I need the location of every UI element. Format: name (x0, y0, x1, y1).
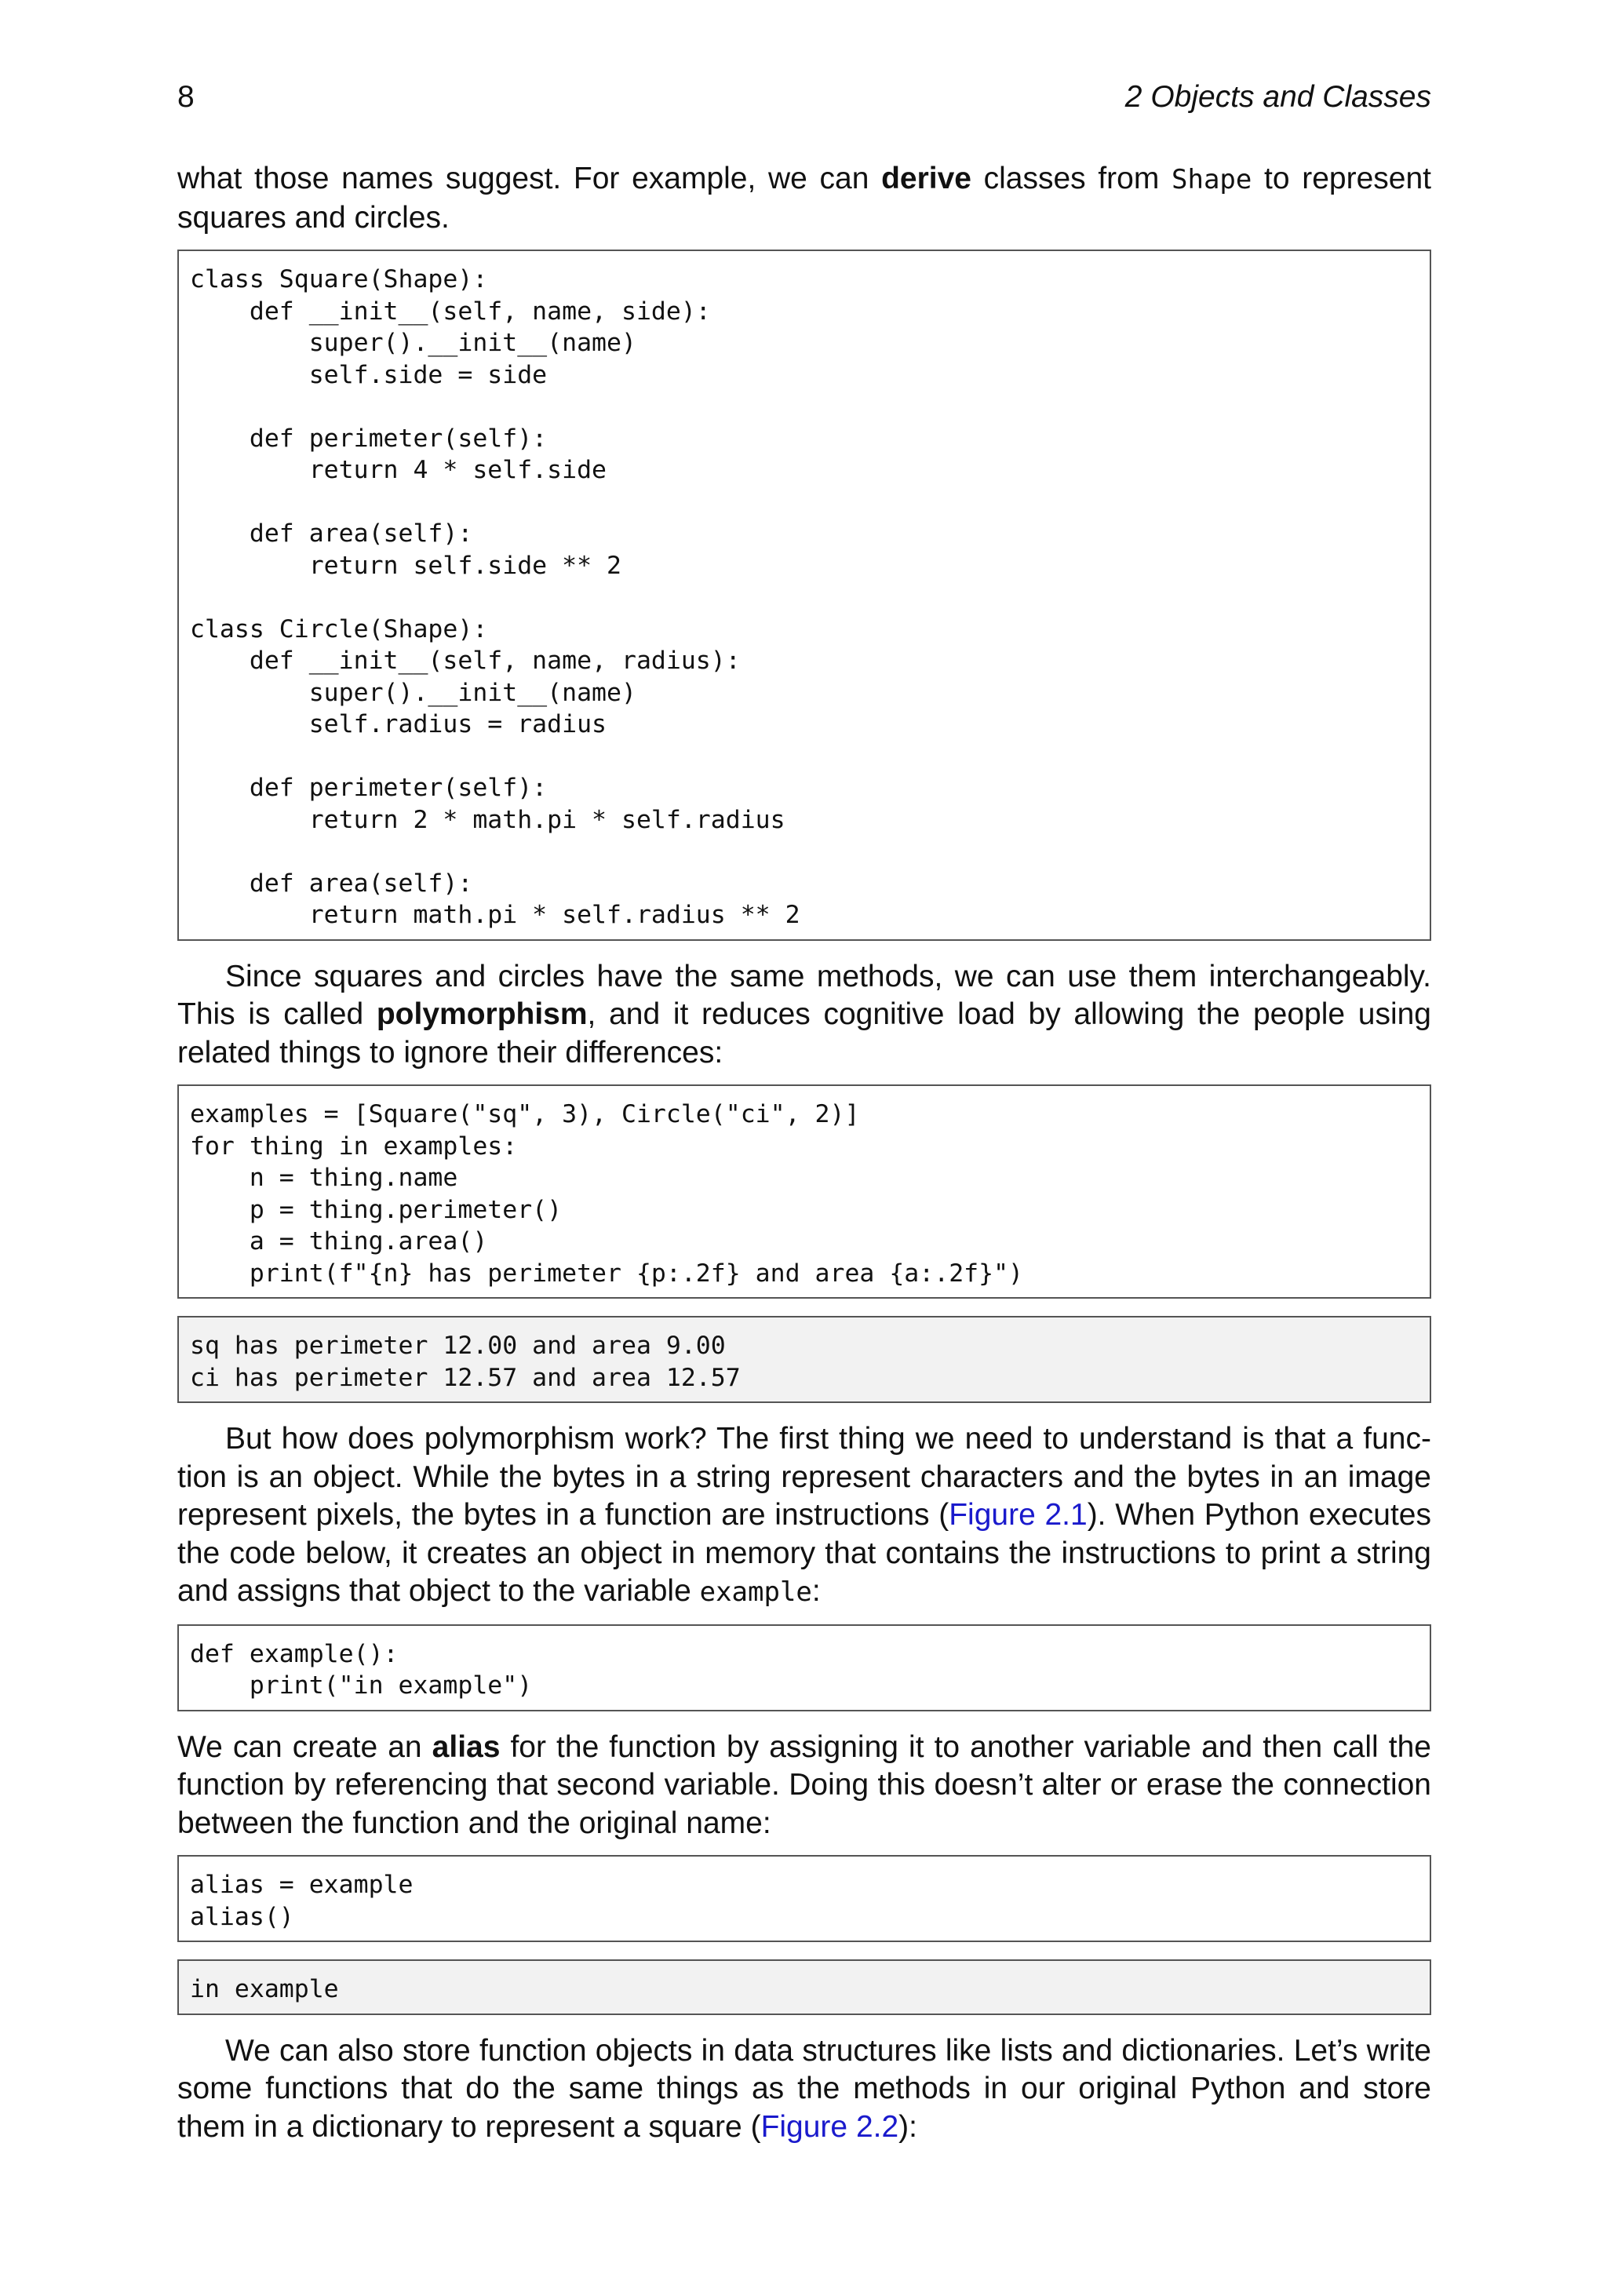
term-derive: derive (881, 162, 971, 195)
book-page (177, 78, 1431, 2146)
paragraph-polymorphism (177, 958, 1431, 1073)
paragraph-text: Since squares and circles have the same methods, we can use them interchangeably. This is called (177, 959, 1431, 1031)
figure-2-2-link[interactable]: Figure 2.2 (760, 2109, 899, 2144)
chapter-title: 2 Objects and Classes (1124, 80, 1431, 114)
paragraph-text: for the function by assigning it to another variable and then call the function by referencing that second variable. Doing this doesn’t alter or erase the connection between the function and the original name: (177, 1729, 1431, 1840)
paragraph-text: classes from (971, 162, 1172, 195)
output-block-perimeter-area: sq has perimeter 12.00 and area 9.00 ci has perimeter 12.57 and area 12.57 (177, 1316, 1431, 1403)
inline-code-example: example (699, 1576, 812, 1608)
figure-2-1-link[interactable]: Figure 2.1 (949, 1498, 1088, 1532)
paragraph-text: what those names suggest. For example, we can (177, 162, 882, 195)
code-block-def-example: def example(): print("in example") (177, 1624, 1431, 1711)
paragraph-text: But how does polymorphism work? The first thing we need to understand is that a function is an object. While the bytes in a string represent characters and the bytes in an image represent pixels, the bytes in a function are instructions ( (177, 1422, 1431, 1532)
paragraph-text: ). When Python executes the code below, it creates an object in memory that contains the instructions to print a string and assigns that object to the variable (177, 1498, 1431, 1608)
code-block-alias: alias = example alias() (177, 1855, 1431, 1942)
paragraph-text: , and it reduces cognitive load by allowing the people using related things to ignore their differences: (177, 997, 1432, 1070)
inline-code-shape: Shape (1172, 164, 1252, 195)
paragraph-derive (177, 160, 1431, 237)
output-block-in-example: in example (177, 1959, 1431, 2015)
code-block-examples-loop: examples = [Square("sq", 3), Circle("ci", 2)] for thing in examples: n = thing.name p = thing.perimeter() a = thing.area() print(f"{n} has perimeter {p:.2f} and area {a:.2f}") (177, 1084, 1431, 1299)
paragraph-function-object (177, 1420, 1431, 1612)
paragraph-text: We can create an (177, 1729, 432, 1764)
term-polymorphism: polymorphism (376, 997, 588, 1031)
page-header (177, 78, 1431, 116)
paragraph-function-storage (177, 2032, 1431, 2147)
paragraph-text: We can also store function objects in data structures like lists and dictionaries. Let’s write some functions that do the same things as the methods in our original Python and store them in a dictionary to represent a square ( (177, 2033, 1431, 2144)
term-alias: alias (432, 1729, 501, 1764)
paragraph-text: to represent squares and circles. (177, 162, 1431, 235)
paragraph-text: : (811, 1574, 821, 1608)
code-block-shape-classes: class Square(Shape): def __init__(self, name, side): super().__init__(name) self.side = side def perimeter(self): return 4 * self.side def area(self): return self.side ** 2 class Circle(Shape): def __init__(self, name, radius): super().__init__(name) self.radius = radius def perimeter(self): return 2 * math.pi * self.radius def area(self): return math.pi * self.radius ** 2 (177, 250, 1431, 941)
paragraph-alias (177, 1729, 1431, 1843)
page-number: 8 (177, 80, 195, 114)
paragraph-text: ): (898, 2109, 917, 2144)
